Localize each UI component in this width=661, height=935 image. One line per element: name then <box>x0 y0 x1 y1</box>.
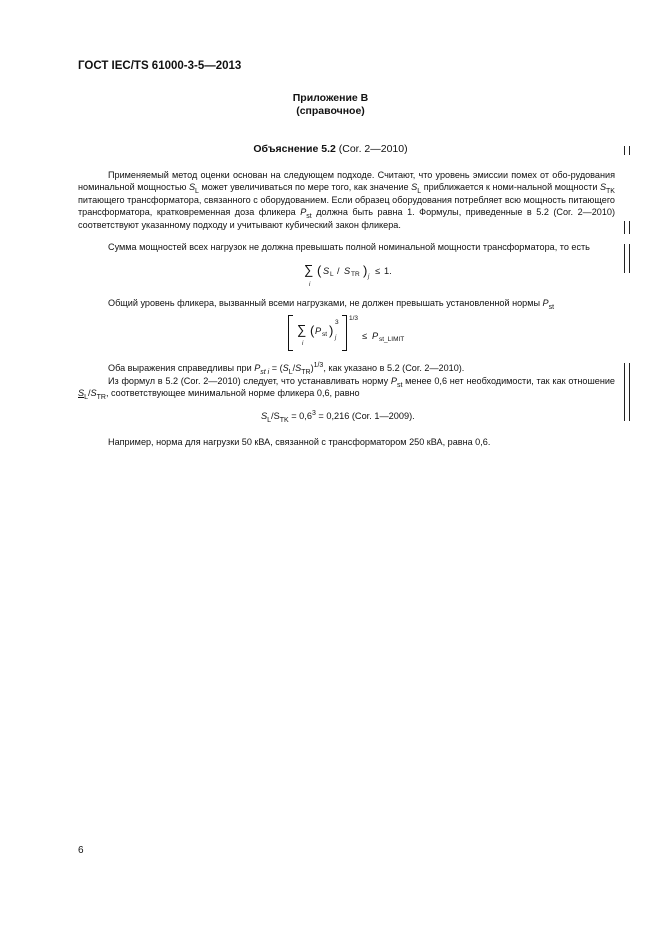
subscript-tk: TK <box>606 188 615 196</box>
formula-rhs: 1. <box>384 266 392 276</box>
text-run: питающего трансформатора, связанного с оборудованием. Если образец оборудования потребляет всю мощность питающего трансформатора, кратковременная доза фликера <box>78 194 615 218</box>
subscript-l: L <box>330 271 334 278</box>
subscript-st: st <box>548 303 555 311</box>
text-run: Общий уровень фликера, вызванный всеми нагрузками, не должен превышать установленной нормы <box>108 298 543 308</box>
exponent-3: 3 <box>311 409 316 417</box>
change-mark <box>629 221 630 234</box>
change-mark <box>624 363 625 421</box>
text-run: приближается к номи-нальной мощности <box>421 182 600 193</box>
paren-close: ) <box>310 363 314 373</box>
symbol-s: S <box>273 411 280 421</box>
paragraph-validity <box>78 362 615 374</box>
slash: / <box>292 363 296 373</box>
paragraph-minimum-limit <box>78 375 615 400</box>
annex-heading <box>0 92 661 118</box>
symbol-s: S <box>261 411 268 421</box>
ratio-base: = 0,6 <box>288 411 312 421</box>
subscript-l: L <box>417 188 422 196</box>
exponent-one-third: 1/3 <box>349 315 359 322</box>
symbol-p: P <box>390 376 397 386</box>
symbol-p: P <box>372 331 379 341</box>
text-run: Из формул в 5.2 (Cor. 2—2010) следует, что устанавливать норму <box>108 376 391 386</box>
sum-index: i <box>309 282 311 288</box>
text-run: Оба выражения справедливы при <box>108 363 255 373</box>
subscript-tr: TR <box>351 271 360 278</box>
page-number: 6 <box>78 845 84 856</box>
slash: / <box>337 266 340 276</box>
sum-symbol: ∑ <box>304 262 314 277</box>
document-id: ГОСТ IEC/TS 61000-3-5—2013 <box>78 60 242 72</box>
text-run: , как указано в 5.2 (Cor. 2—2010). <box>323 363 465 373</box>
subscript-j: j <box>368 274 370 280</box>
subscript-l: L <box>288 368 293 376</box>
le-symbol: ≤ <box>362 331 368 341</box>
paragraph-power-sum <box>78 241 615 253</box>
subscript-l: L <box>267 416 272 424</box>
section-title-rest: (Cor. 2—2010) <box>335 143 408 155</box>
bracket-close <box>342 315 347 351</box>
change-mark <box>624 146 625 155</box>
text-run: Применяемый метод оценки основан на следующем подходе. Считают, что уровень эмиссии помех от обо-рудования номинальной мощностью <box>78 170 615 193</box>
subscript-st: st <box>322 331 328 338</box>
symbol-s: S <box>323 266 330 276</box>
section-title <box>0 143 661 155</box>
paren-open: ( <box>317 263 322 278</box>
ratio-result: = 0,216 (Cor. 1—2009). <box>315 411 415 421</box>
exponent-3: 3 <box>335 319 339 326</box>
section-title-bold: Объяснение 5.2 <box>253 143 336 155</box>
paragraph-method <box>78 169 615 231</box>
formula-ratio <box>261 409 415 424</box>
le-symbol: ≤ <box>375 266 381 276</box>
paragraph-flicker-level <box>78 297 615 309</box>
bracket-open <box>288 315 293 351</box>
symbol-p: P <box>300 207 307 218</box>
subscript-l: L <box>195 188 199 196</box>
text-run: должна быть равна 1. Формулы, приведенные в 5.2 (Cor. 2—2010) соответствуют указанному подходу и учитывают кубический закон фликера. <box>78 207 615 230</box>
symbol-s: S <box>90 388 97 399</box>
slash: / <box>271 411 274 421</box>
subscript-tr: TR <box>301 368 311 376</box>
symbol-s: S <box>188 182 196 193</box>
text-run: Например, норма для нагрузки 50 кВА, связанной с трансформатором 250 кВА, равна 0,6. <box>108 437 491 447</box>
formula-flicker-sum <box>288 315 408 355</box>
symbol-s: S <box>282 363 289 373</box>
symbol-p: P <box>315 326 322 336</box>
symbol-s: S <box>344 266 351 276</box>
change-mark <box>629 146 630 155</box>
sum-index: i <box>302 341 304 347</box>
subscript-st-limit: st_LIMIT <box>379 336 405 343</box>
exponent-one-third: 1/3 <box>313 361 324 369</box>
annex-subtitle: (справочное) <box>296 105 365 117</box>
text-run: менее 0,6 нет необходимости, так как отношение <box>402 376 615 386</box>
subscript-st: st <box>306 213 312 221</box>
slash: / <box>87 388 91 399</box>
symbol-s: S <box>78 388 85 399</box>
text-run: , соответствующее минимальной норме фликера 0,6, равно <box>105 388 360 399</box>
paren-open: ( <box>310 323 315 338</box>
subscript-tr: TR <box>96 394 106 402</box>
sum-symbol: ∑ <box>297 322 307 337</box>
symbol-p: P <box>254 363 261 373</box>
paren-close: ) <box>363 263 368 278</box>
paragraph-example <box>78 436 615 448</box>
formula-power-sum <box>304 262 394 292</box>
text-run: Сумма мощностей всех нагрузок не должна превышать полной номинальной мощности трансформатора, то есть <box>108 242 590 252</box>
subscript-j: j <box>335 335 337 341</box>
subscript-tk: TK <box>279 416 289 424</box>
symbol-s: S <box>295 363 302 373</box>
paren-close: ) <box>329 323 334 338</box>
change-mark <box>624 244 625 273</box>
subscript-st-i: st i <box>260 368 270 376</box>
change-mark <box>629 244 630 273</box>
change-mark <box>624 221 625 234</box>
subscript-l: L <box>84 394 88 402</box>
subscript-st: st <box>396 381 403 389</box>
symbol-s: S <box>599 182 607 193</box>
text-run: может увеличиваться по мере того, как значение <box>198 182 412 193</box>
change-mark <box>629 363 630 421</box>
symbol-p: P <box>542 298 549 308</box>
symbol-s: S <box>411 182 418 193</box>
equals: = ( <box>269 363 283 373</box>
annex-title: Приложение В <box>292 92 369 104</box>
